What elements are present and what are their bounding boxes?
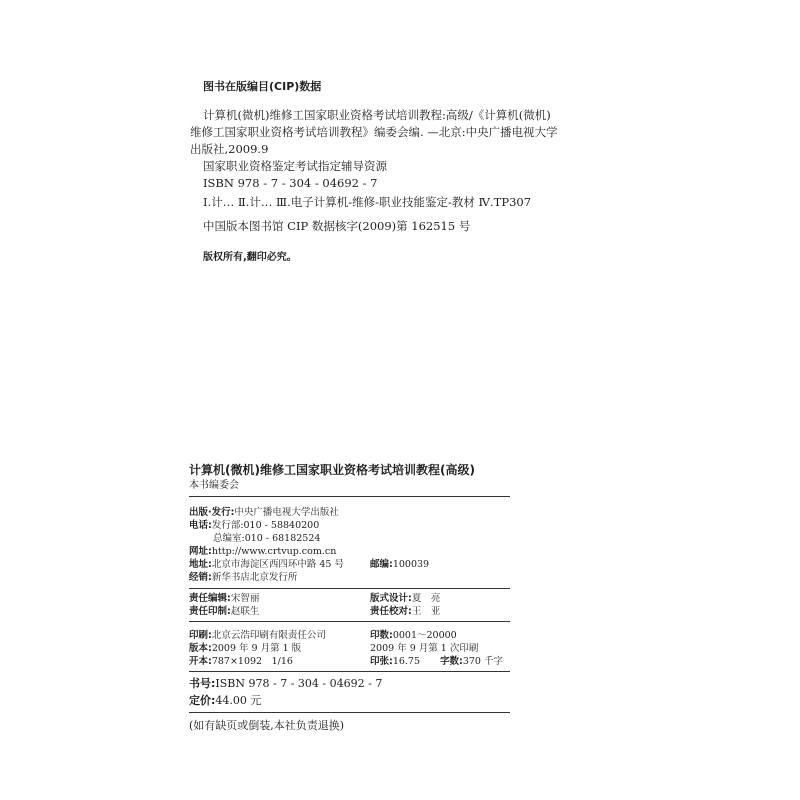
format-row: 开本:787×1092 1/16 (189, 656, 293, 667)
edition-row: 版本:2009 年 9 月第 1 版 (189, 643, 302, 654)
book-title: 计算机(微机)维修工国家职业资格考试培训教程(高级) (189, 463, 475, 477)
return-notice: (如有缺页或倒装,本社负责退换) (189, 719, 345, 732)
word-count-row: 字数:370 千字 (440, 656, 503, 667)
copyright-notice: 版权所有,翻印必究。 (203, 252, 297, 263)
cip-heading: 图书在版编目(CIP)数据 (203, 80, 322, 93)
divider (189, 588, 510, 589)
distributor-row: 经销:新华书店北京发行所 (189, 572, 298, 583)
postcode-row: 邮编:100039 (370, 559, 430, 570)
divider (189, 671, 510, 672)
book-author: 本书编委会 (189, 480, 239, 491)
phone-office: 总编室:010 - 68182524 (213, 533, 321, 544)
proofreader-row: 责任校对:王 亚 (370, 606, 441, 617)
editor-row: 责任编辑:宋智丽 (189, 593, 260, 604)
website-row: 网址:http://www.crtvup.com.cn (189, 546, 337, 557)
cip-classification: Ⅰ.计… Ⅱ.计… Ⅲ.电子计算机-维修-职业技能鉴定-教材 Ⅳ.TP307 (203, 195, 532, 209)
cip-line-1: 计算机(微机)维修工国家职业资格考试培训教程:高级/《计算机(微机) (203, 108, 551, 122)
isbn-row: 书号:ISBN 978 - 7 - 304 - 04692 - 7 (189, 677, 383, 690)
printing-row: 2009 年 9 月第 1 次印刷 (370, 643, 479, 654)
sheets-row: 印张:16.75 (370, 656, 421, 667)
cip-line-3: 出版社,2009.9 (190, 142, 269, 156)
publisher-row: 出版·发行:中央广播电视大学出版社 (189, 507, 339, 518)
designer-row: 版式设计:夏 亮 (370, 593, 441, 604)
divider (189, 621, 510, 622)
phone-row: 电话:发行部:010 - 58840200 (189, 520, 320, 531)
cip-line-2: 维修工国家职业资格考试培训教程》编委会编. —北京:中央广播电视大学 (190, 125, 558, 139)
divider (189, 712, 510, 713)
print-supervisor-row: 责任印制:赵联生 (189, 606, 260, 617)
divider (189, 496, 510, 497)
cip-record-number: 中国版本图书馆 CIP 数据核字(2009)第 162515 号 (203, 219, 471, 233)
cip-line-4: 国家职业资格鉴定考试指定辅导资源 (203, 159, 387, 173)
address-row: 地址:北京市海淀区西四环中路 45 号 (189, 559, 344, 570)
printer-row: 印刷:北京云浩印刷有限责任公司 (189, 630, 326, 641)
price-row: 定价:44.00 元 (189, 694, 262, 707)
cip-isbn: ISBN 978 - 7 - 304 - 04692 - 7 (203, 176, 378, 190)
print-count-row: 印数:0001～20000 (370, 630, 457, 641)
